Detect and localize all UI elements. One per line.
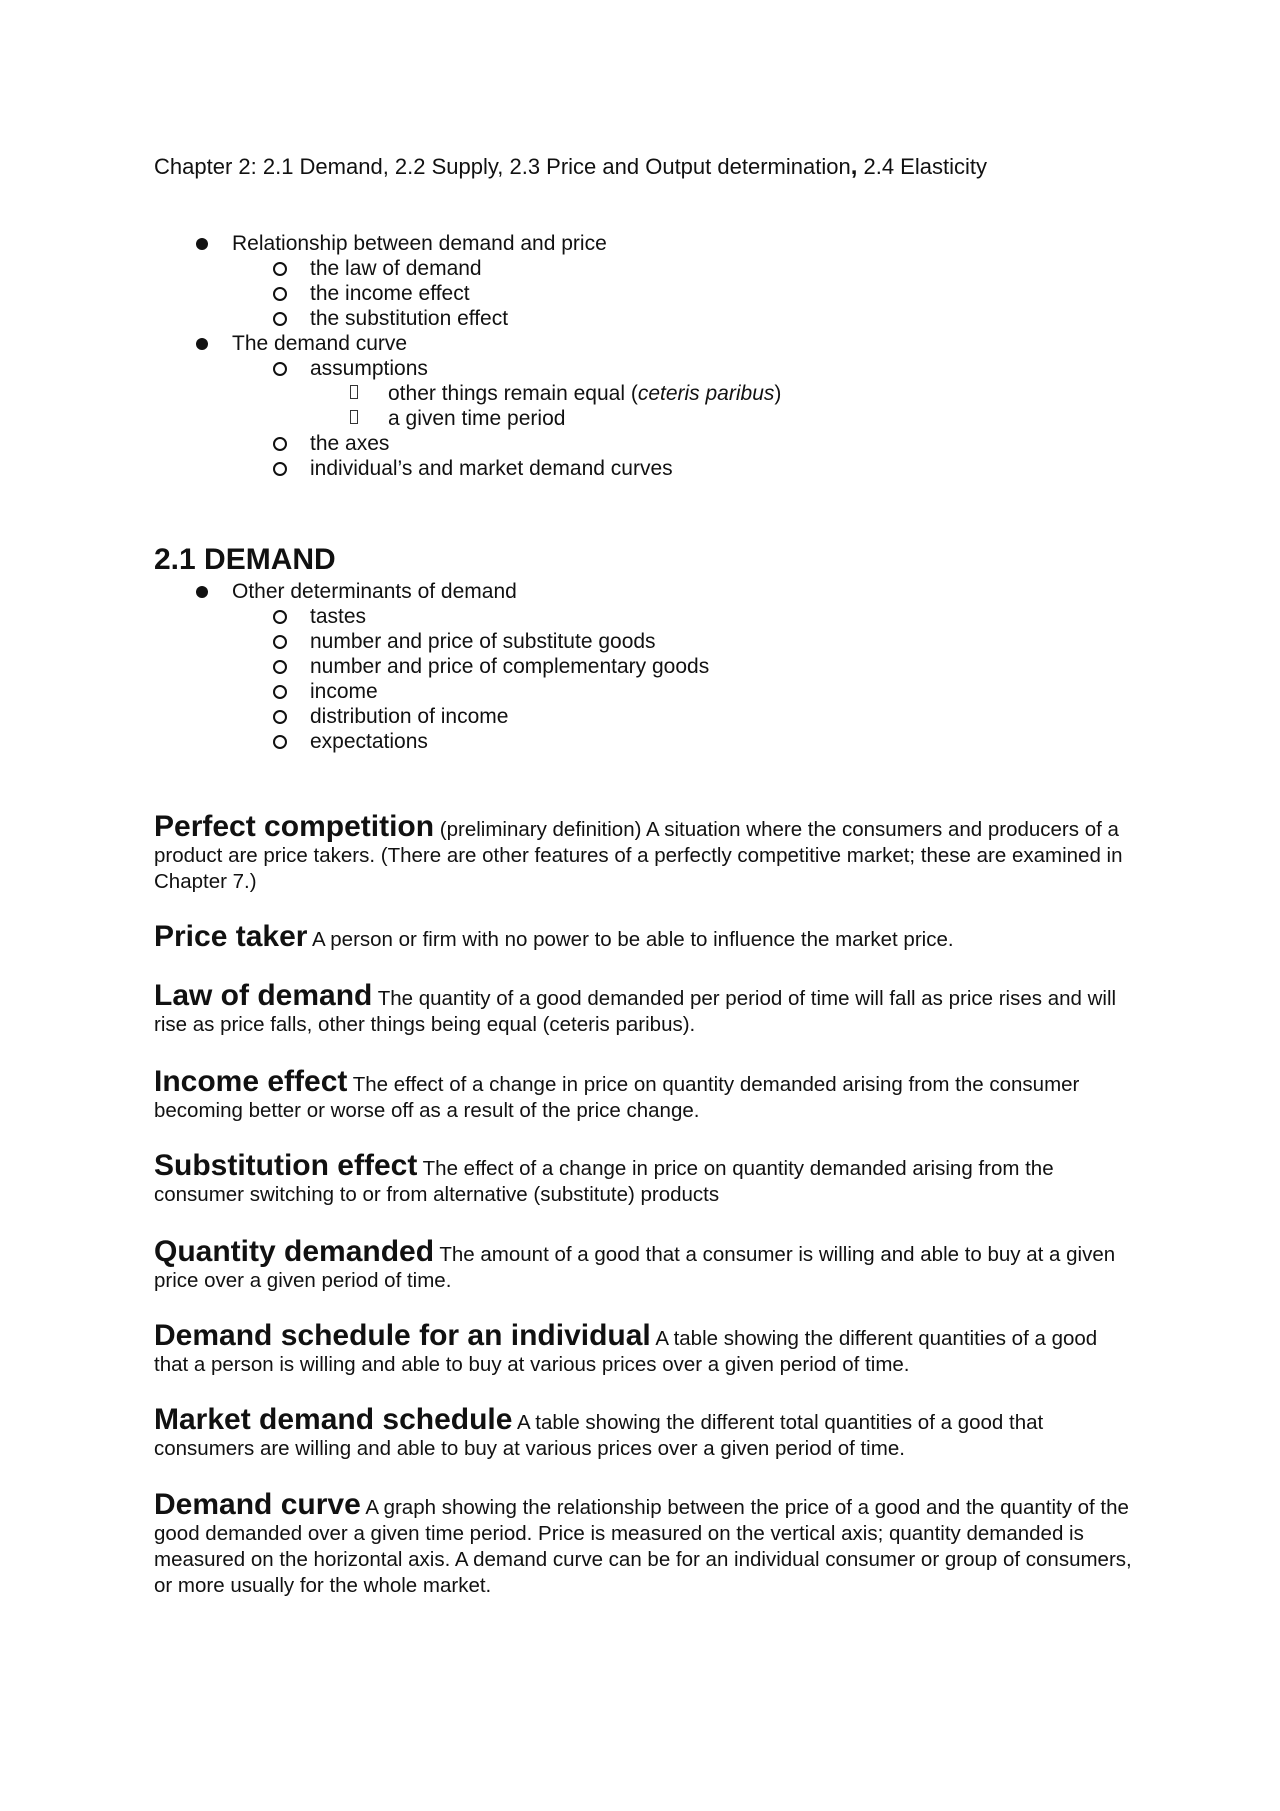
hollow-bullet-icon [273, 635, 287, 649]
definition-quantity-demanded [154, 1237, 1134, 1294]
definition-term: Demand curve [154, 1488, 361, 1521]
outline-item: Relationship between demand and price [232, 231, 607, 256]
outline-item: income [310, 679, 378, 704]
outline-item: the substitution effect [310, 306, 508, 331]
outline-item: the income effect [310, 281, 470, 306]
definition-term: Income effect [154, 1065, 348, 1098]
hollow-bullet-icon [273, 312, 287, 326]
definition-text: The effect of a change in price on quantity demanded arising from the consumer becoming better or worse off as a result of the price change. [154, 1073, 1080, 1122]
hollow-bullet-icon [273, 735, 287, 749]
definition-demand-curve [154, 1490, 1134, 1599]
hollow-bullet-icon [273, 287, 287, 301]
hollow-bullet-icon [273, 262, 287, 276]
definition-term: Demand schedule for an individual [154, 1319, 651, 1352]
definition-text: The effect of a change in price on quantity demanded arising from the consumer switching to or from alternative (substitute) products [154, 1157, 1054, 1206]
definition-term: Quantity demanded [154, 1235, 435, 1268]
section-heading: 2.1 DEMAND [154, 543, 336, 576]
definition-text: A table showing the different quantities of a good that a person is willing and able to buy at various prices over a given period of time. [154, 1327, 1098, 1376]
hollow-bullet-icon [273, 610, 287, 624]
hollow-bullet-icon [273, 462, 287, 476]
missing-glyph-icon [350, 410, 358, 424]
missing-glyph-icon [350, 385, 358, 399]
definition-term: Law of demand [154, 979, 373, 1012]
bullet-icon [196, 586, 208, 598]
outline-item: expectations [310, 729, 428, 754]
outline-item: Other determinants of demand [232, 579, 517, 604]
outline-item: The demand curve [232, 331, 407, 356]
definition-text: The amount of a good that a consumer is willing and able to buy at a given price over a given period of time. [154, 1243, 1116, 1292]
definition-market-demand-schedule [154, 1405, 1134, 1462]
hollow-bullet-icon [273, 437, 287, 451]
outline-item: the law of demand [310, 256, 482, 281]
hollow-bullet-icon [273, 710, 287, 724]
definition-text: (preliminary definition) A situation where the consumers and producers of a product are price takers. (There are other features of a perfectly competitive market; these are examined in Chapter 7.) [154, 818, 1123, 893]
chapter-title-tail: 2.4 Elasticity [857, 154, 987, 179]
definition-text: A person or firm with no power to be able to influence the market price. [312, 928, 954, 951]
definition-text: A table showing the different total quantities of a good that consumers are willing and able to buy at various prices over a given period of time. [154, 1411, 1044, 1460]
outline-item: other things remain equal (ceteris paribus) [388, 381, 781, 406]
outline-item: distribution of income [310, 704, 508, 729]
definition-term: Price taker [154, 920, 308, 953]
definition-price-taker [154, 922, 1134, 953]
definition-term: Perfect competition [154, 810, 435, 843]
hollow-bullet-icon [273, 660, 287, 674]
outline-item: number and price of substitute goods [310, 629, 656, 654]
outline-item: tastes [310, 604, 366, 629]
bullet-icon [196, 238, 208, 250]
definition-term: Substitution effect [154, 1149, 418, 1182]
outline-item: the axes [310, 431, 389, 456]
definition-term: Market demand schedule [154, 1403, 513, 1436]
outline-item: assumptions [310, 356, 428, 381]
bullet-icon [196, 338, 208, 350]
definition-perfect-competition [154, 812, 1134, 895]
outline-item: individual’s and market demand curves [310, 456, 673, 481]
definition-income-effect [154, 1067, 1134, 1124]
chapter-title [154, 152, 987, 182]
definition-demand-schedule-individual [154, 1321, 1134, 1378]
definition-text: A graph showing the relationship between the price of a good and the quantity of the good demanded over a given time period. Price is measured on the vertical axis; quantity demanded is measured on the horizontal axis. A demand curve can be for an individual consumer or group of consumers, or more usually for the whole market. [154, 1496, 1132, 1597]
chapter-title-comma: , [850, 153, 858, 180]
definition-law-of-demand [154, 981, 1134, 1038]
hollow-bullet-icon [273, 362, 287, 376]
chapter-title-text: Chapter 2: 2.1 Demand, 2.2 Supply, 2.3 Price and Output determination [154, 154, 851, 179]
definition-substitution-effect [154, 1151, 1134, 1208]
outline-item: number and price of complementary goods [310, 654, 709, 679]
definition-text: The quantity of a good demanded per period of time will fall as price rises and will rise as price falls, other things being equal (ceteris paribus). [154, 987, 1117, 1036]
outline-item: a given time period [388, 406, 565, 431]
hollow-bullet-icon [273, 685, 287, 699]
